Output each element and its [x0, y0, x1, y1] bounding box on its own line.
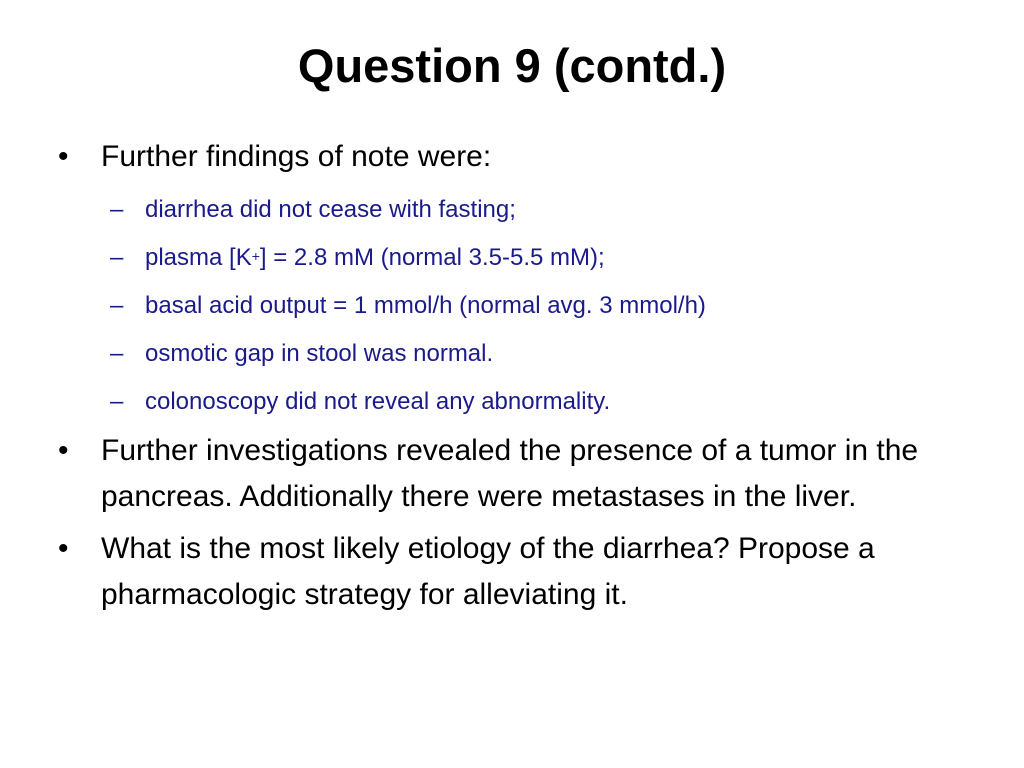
slide-title: Question 9 (contd.) — [297, 39, 727, 92]
dash-icon: – — [110, 292, 124, 319]
bullet-dot-icon: • — [58, 532, 69, 565]
sub-item-text: colonoscopy did not reveal any abnormality. — [145, 388, 611, 415]
bullet-text: Further findings of note were: — [101, 140, 492, 173]
bullet-text: Further investigations revealed the presence of a tumor in the pancreas. Additionally there were metastases in the liver. — [101, 434, 919, 513]
sub-item-text: osmotic gap in stool was normal. — [145, 340, 494, 367]
dash-icon: – — [110, 388, 124, 415]
bullet-further-findings — [58, 134, 968, 180]
sub-item-text: basal acid output = 1 mmol/h (normal avg. 3 mmol/h) — [145, 292, 706, 319]
sub-item-diarrhea-fasting — [110, 186, 968, 234]
dash-icon: – — [110, 340, 124, 367]
findings-sublist — [110, 186, 968, 426]
sub-item-superscript: + — [251, 248, 260, 264]
bullet-text: What is the most likely etiology of the diarrhea? Propose a pharmacologic strategy for alleviating it. — [101, 532, 875, 611]
sub-item-text-pre: plasma [K — [145, 244, 252, 271]
sub-item-basal-acid — [110, 282, 968, 330]
sub-item-osmotic-gap — [110, 330, 968, 378]
sub-item-colonoscopy — [110, 378, 968, 426]
slide-content — [58, 134, 968, 624]
sub-item-plasma-potassium — [110, 234, 968, 282]
sub-item-text: diarrhea did not cease with fasting; — [145, 196, 516, 223]
bullet-dot-icon: • — [58, 140, 69, 173]
sub-item-text-post: ] = 2.8 mM (normal 3.5-5.5 mM); — [259, 244, 605, 271]
dash-icon: – — [110, 244, 124, 271]
bullet-etiology-question — [58, 526, 968, 618]
bullet-further-investigations — [58, 428, 968, 520]
bullet-dot-icon: • — [58, 434, 69, 467]
dash-icon: – — [110, 196, 124, 223]
